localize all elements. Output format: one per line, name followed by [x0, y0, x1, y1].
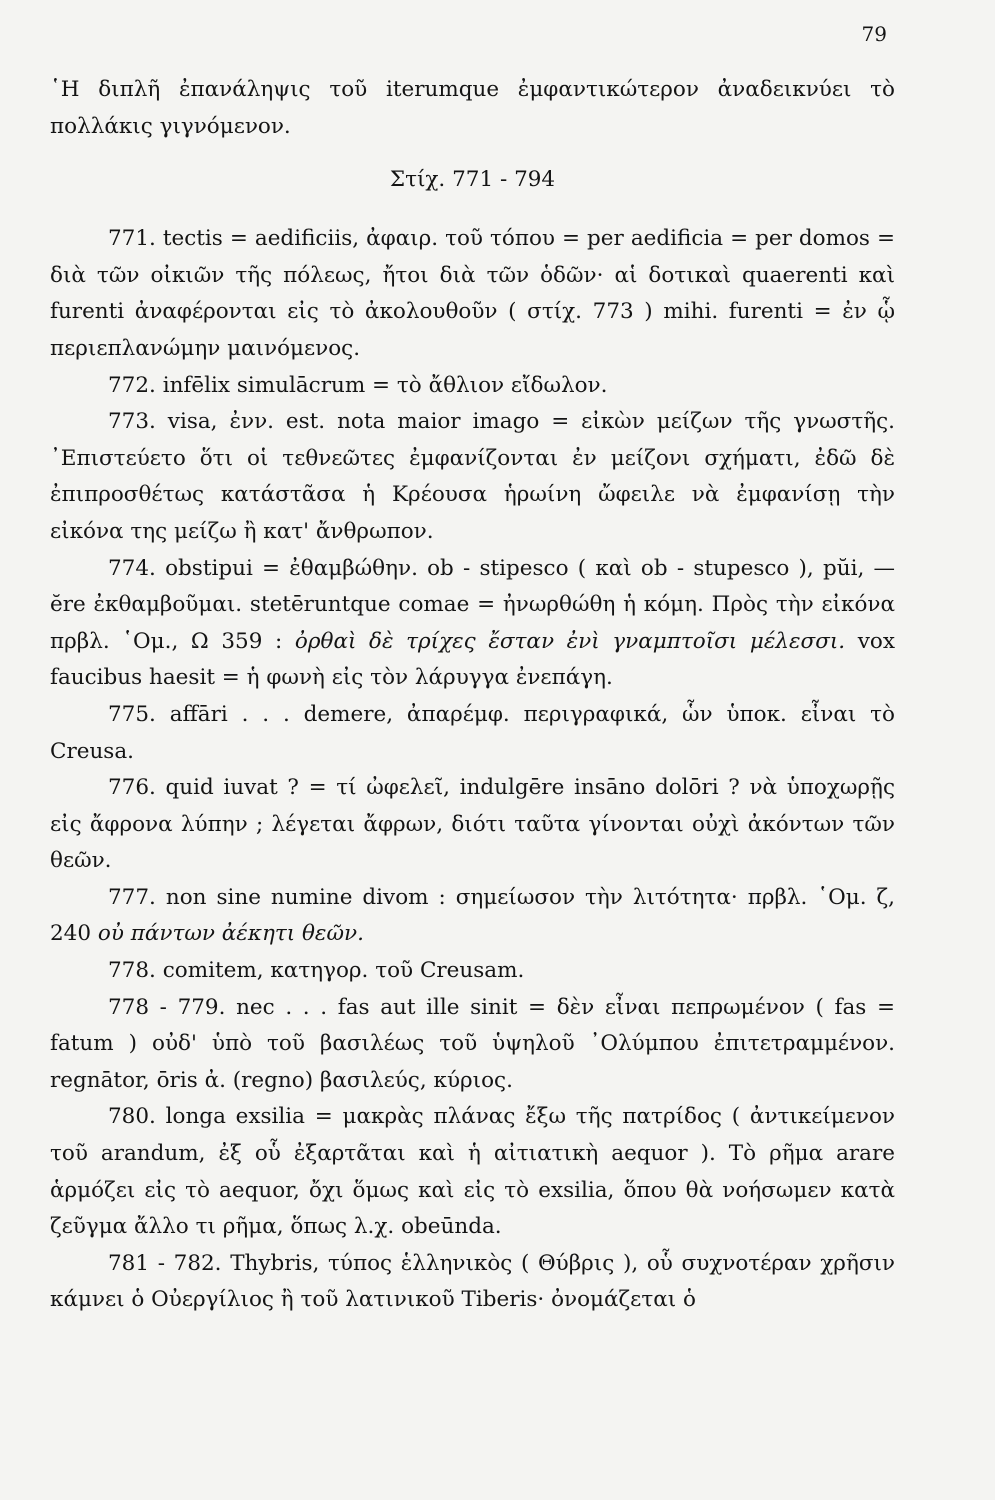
note-773: 773. visa, ἐνν. est. nota maior imago = εἰκὼν μείζων τῆς γνωστῆς. ᾿Επιστεύετο ὅτι οἱ τεθνεῶτες ἐμφανίζονται ἐν μείζονι σχήματι, ἐδῶ δὲ ἐπιπροσθέτως κατάστᾶσα ἡ Κρέουσα ἡρωίνη ὤφειλε νὰ ἐμφανίσῃ τὴν εἰκόνα της μείζω ἢ κατ' ἄνθρωπον. — [50, 409, 895, 544]
note-772: 772. infēlix simulācrum = τὸ ἄθλιον εἴδωλον. — [108, 372, 608, 398]
note-774 — [50, 551, 895, 697]
note-777-text: 777. non sine numine divom : σημείωσον τὴν λιτότητα· πρβλ. ῾Ομ. ζ, 240 — [50, 884, 895, 947]
commentary-text — [50, 72, 895, 1319]
note-778-779: 778 - 779. nec . . . fas aut ille sinit = δὲν εἶναι πεπρωμένον ( fas = fatum ) οὐδ' ὑπὸ τοῦ βασιλέως τοῦ ὑψηλοῦ ᾿Ολύμπου ἐπιτετραμμένον. regnātor, ōris ἀ. (regno) βασιλεύς, κύριος. — [50, 994, 895, 1093]
note-774-text-end: vox faucibus haesit = ἡ φωνὴ εἰς τὸν λάρυγγα ἐνεπάγη. — [50, 628, 895, 691]
intro-paragraph: ῾Η διπλῆ ἐπανάληψις τοῦ iterumque ἐμφαντικώτερον ἀναδεικνύει τὸ πολλάκις γιγνόμενον. — [50, 77, 895, 139]
note-780: 780. longa exsilia = μακρὰς πλάνας ἔξω τῆς πατρίδος ( ἀντικείμενον τοῦ arandum, ἐξ οὗ ἐξαρτᾶται καὶ ἡ αἰτιατικὴ aequor ). Τὸ ρῆμα arare ἁρμόζει εἰς τὸ aequor, ὄχι ὅμως καὶ εἰς τὸ exsilia, ὅπου θὰ νοήσωμεν κατὰ ζεῦγμα ἄλλο τι ρῆμα, ὅπως λ.χ. obeūnda. — [50, 1104, 895, 1240]
note-771: 771. tectis = aedificiis, ἀφαιρ. τοῦ τόπου = per aedificia = per domos = διὰ τῶν οἰκιῶν τῆς πόλεως, ἤτοι διὰ τῶν ὁδῶν· αἱ δοτικαὶ quaerenti καὶ furenti ἀναφέρονται εἰς τὸ ἀκολουθοῦν ( στίχ. 773 ) mihi. furenti = ἐν ᾧ περιεπλανώμην μαινόμενος. — [50, 226, 895, 361]
note-775: 775. affāri . . . demere, ἀπαρέμφ. περιγραφικά, ὧν ὑποκ. εἶναι τὸ Creusa. — [50, 701, 895, 764]
section-heading: Στίχ. 771 - 794 — [389, 167, 556, 193]
homer-quote: οὐ πάντων ἀέκητι θεῶν. — [97, 921, 364, 947]
note-777 — [50, 880, 895, 953]
page-number: 79 — [861, 22, 887, 46]
homer-quote: ὀρθαὶ δὲ τρίχες ἔσταν ἐνὶ γναμπτοῖσι μέλεσσι. — [294, 628, 846, 654]
note-774-text: 774. obstipui = ἐθαμβώθην. ob - stipesco ( καὶ ob - stupesco ), pŭi, — ĕre ἐκθαμβοῦμαι. stetēruntque comae = ἠνωρθώθη ἡ κόμη. Πρὸς τὴν εἰκόνα πρβλ. ῾Ομ., Ω 359 : — [50, 555, 895, 654]
note-778: 778. comitem, κατηγορ. τοῦ Creusam. — [108, 958, 525, 984]
note-781-782: 781 - 782. Thybris, τύπος ἑλληνικὸς ( Θύβρις ), οὗ συχνοτέραν χρῆσιν κάμνει ὁ Οὐεργίλιος ἢ τοῦ λατινικοῦ Tiberis· ὀνομάζεται ὁ — [50, 1250, 895, 1313]
note-776: 776. quid iuvat ? = τί ὠφελεῖ, indulgēre insāno dolōri ? νὰ ὑποχωρῇς εἰς ἄφρονα λύπην ; λέγεται ἄφρων, διότι ταῦτα γίνονται οὐχὶ ἀκόντων τῶν θεῶν. — [50, 775, 895, 874]
